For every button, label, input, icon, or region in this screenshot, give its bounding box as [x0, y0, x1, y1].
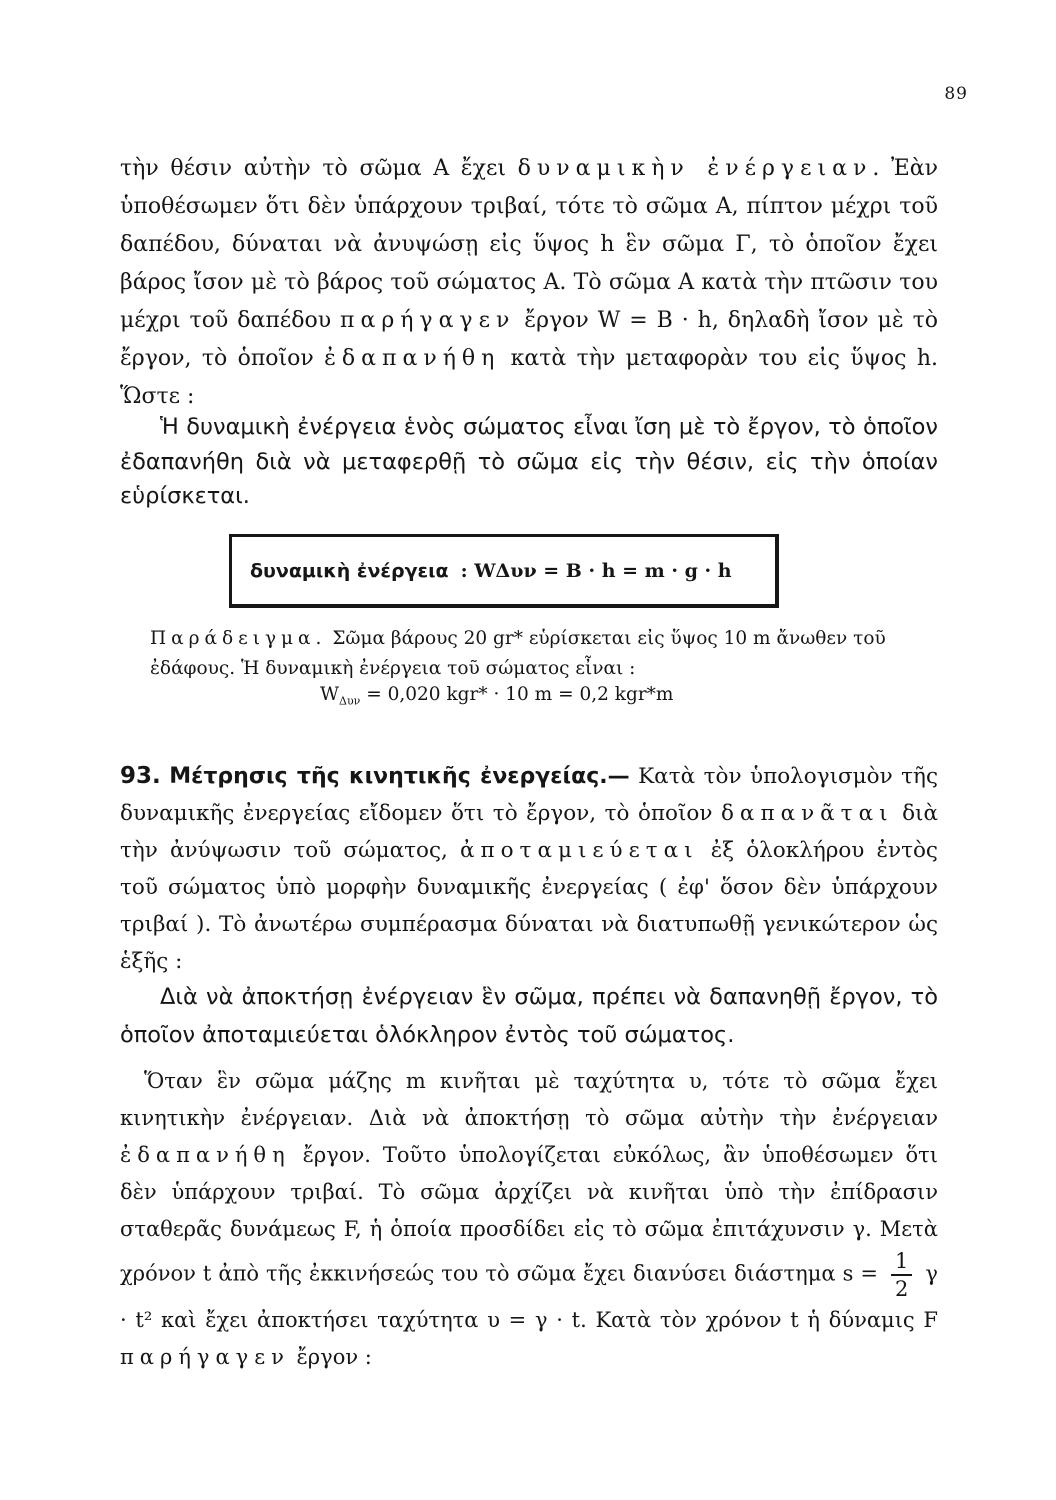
section-number: 93.: [120, 763, 161, 789]
formula-box: [229, 534, 779, 608]
rule-text: Διὰ νὰ ἀποκτήσῃ ἐνέργειαν ἓν σῶμα, πρέπει νὰ δαπανηθῇ ἔργον, τὸ ὁποῖον ἀποταμιεύεται ὁλόκληρον ἐντὸς τοῦ σώματος.: [120, 984, 938, 1048]
spaced-term: παρήγαγεν: [120, 1345, 290, 1369]
rule-text: Ἡ δυναμικὴ ἐνέργεια ἑνὸς σώματος εἶναι ἴση μὲ τὸ ἔργον, τὸ ὁποῖον ἐδαπανήθη διὰ νὰ μεταφερθῇ τὸ σῶμα εἰς τὴν θέσιν, εἰς τὴν ὁποίαν εὑρίσκεται.: [120, 414, 938, 509]
fraction-denominator: 2: [895, 1277, 909, 1301]
text-run: ἐξ ὁλοκλήρου ἐντὸς τοῦ σώματος ὑπὸ μορφὴν δυναμικῆς ἐνεργείας ( ἐφ' ὅσον δὲν ὑπάρχουν τριβαί ). Τὸ ἀνωτέρω συμπέρασμα δύναται νὰ διατυπωθῇ γενικώτερον ὡς ἑξῆς :: [120, 838, 938, 974]
rule-statement-potential: [120, 410, 938, 514]
text-run: κατὰ τὴν μεταφορὰν του εἰς ὕψος h. Ὥστε :: [120, 346, 938, 409]
paragraph-potential-energy: [120, 150, 938, 416]
spaced-term: δαπανᾶται: [720, 801, 894, 826]
spaced-term: ἐδαπανήθη: [120, 1143, 291, 1167]
page-number: 89: [944, 84, 968, 104]
text-run: ἔργον W = B · h, δηλαδὴ ἴσον μὲ τὸ ἔργον, τὸ ὁποῖον: [120, 308, 938, 371]
text-run: ἔργον :: [296, 1345, 372, 1369]
fraction-numerator: 1: [891, 1248, 912, 1276]
text-run: Ὅταν ἓν σῶμα μάζης m κινῆται μὲ ταχύτητα υ, τότε τὸ σῶμα ἔχει κινητικὴν ἐνέργειαν. Διὰ νὰ ἀποκτήσῃ τὸ σῶμα αὐτὴν τὴν ἐνέργειαν: [120, 1069, 938, 1130]
text-run: ἔργον. Τοῦτο ὑπολογίζεται εὐκόλως, ἂν ὑποθέσωμεν ὅτι δὲν ὑπάρχουν τριβαί. Τὸ σῶμα ἀρχίζει νὰ κινῆται ὑπὸ τὴν ἐπίδρασιν σταθερᾶς δυνάμεως F, ἡ ὁποία προσδίδει εἰς τὸ σῶμα ἐπιτάχυνσιν γ. Μετὰ χρόνον t ἀπὸ τῆς ἐκκινήσεώς του τὸ σῶμα ἔχει διανύσει διάστημα s =: [120, 1143, 938, 1286]
spaced-term: ἐδαπανήθη: [324, 346, 501, 371]
section-title: Μέτρησις τῆς κινητικῆς ἐνεργείας.—: [169, 764, 630, 789]
eq-rest: = 0,020 kgr* · 10 m = 0,2 kgr*m: [366, 684, 674, 705]
example-text: Σῶμα βάρους 20 gr* εὑρίσκεται εἰς ὕψος 10 m ἄνωθεν τοῦ ἐδάφους. Ἡ δυναμικὴ ἐνέργεια τοῦ σώματος εἶναι :: [150, 628, 886, 679]
fraction: [891, 1248, 912, 1302]
eq-symbol: W: [320, 684, 340, 705]
formula-label: δυναμικὴ ἐνέργεια: [250, 559, 449, 582]
eq-subscript: Δυν: [339, 694, 361, 708]
formula-expression: : WΔυν = B · h = m · g · h: [460, 559, 732, 582]
section-93: [120, 758, 938, 980]
text-run: τὴν θέσιν αὐτὴν τὸ σῶμα Α ἔχει: [120, 156, 506, 181]
text-run: διὰ τὴν ἀνύψωσιν τοῦ σώματος,: [120, 801, 938, 863]
rule-statement-energy: [120, 978, 938, 1054]
text-run: Κατὰ τὸν ὑπολογισμὸν τῆς δυναμικῆς ἐνεργείας εἴδομεν ὅτι τὸ ἔργον, τὸ ὁποῖον: [120, 764, 938, 826]
example-paragraph: [150, 624, 938, 684]
text-run: . Ἐὰν ὑποθέσωμεν ὅτι δὲν ὑπάρχουν τριβαί, τότε τὸ σῶμα Α, πίπτον μέχρι τοῦ δαπέδου, δύναται νὰ ἀνυψώσῃ εἰς ὕψος h ἓν σῶμα Γ, τὸ ὁποῖον ἔχει βάρος ἴσον μὲ τὸ βάρος τοῦ σώματος Α. Τὸ σῶμα Α κατὰ τὴν πτῶσιν του μέχρι τοῦ δαπέδου: [120, 156, 939, 333]
spaced-term: δυναμικὴν ἐνέργειαν: [517, 156, 873, 181]
example-equation: [320, 684, 673, 708]
paragraph-kinetic-energy: [120, 1063, 938, 1376]
text-run: γ · t² καὶ ἔχει ἀποκτήσει ταχύτητα υ = γ · t. Κατὰ τὸν χρόνον t ἡ δύναμις F: [120, 1261, 938, 1332]
example-heading: Παράδειγμα.: [150, 628, 327, 649]
spaced-term: παρήγαγεν: [340, 308, 516, 333]
spaced-term: ἀποταμιεύεται: [459, 838, 699, 863]
